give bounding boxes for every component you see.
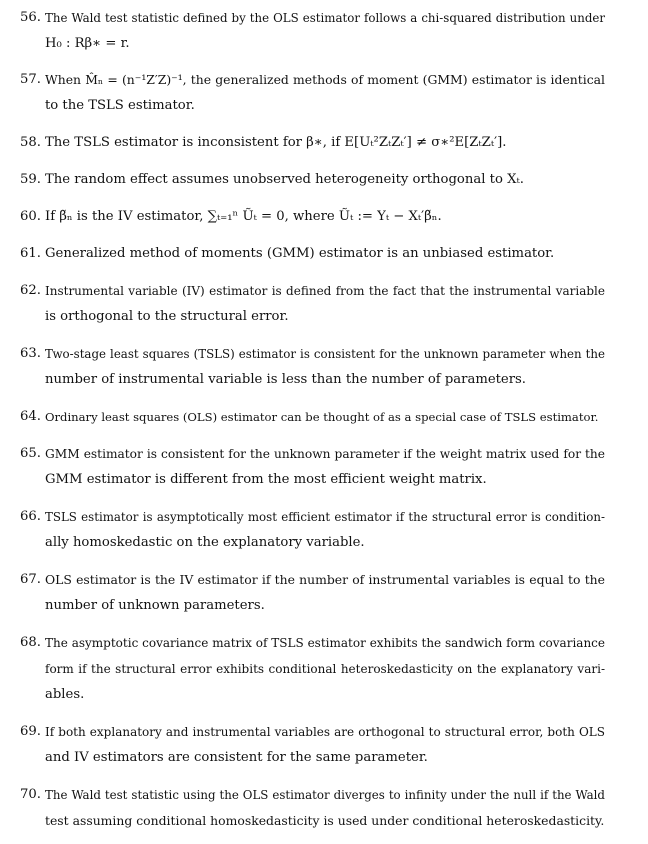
list-item-59 bbox=[20, 167, 605, 193]
item-text bbox=[45, 241, 605, 267]
list-item-66 bbox=[20, 504, 605, 556]
list-item-60 bbox=[20, 204, 605, 230]
item-line: GMM estimator is consistent for the unknown parameter if the weight matrix used for the bbox=[45, 447, 605, 461]
item-number: 61. bbox=[20, 246, 41, 261]
item-line: The Wald test statistic defined by the OLS estimator follows a chi-squared distribution under bbox=[45, 11, 605, 25]
item-number: 63. bbox=[20, 346, 41, 361]
item-number: 65. bbox=[20, 446, 41, 461]
item-line: GMM estimator is different from the most efficient weight matrix. bbox=[45, 472, 487, 487]
item-text bbox=[45, 204, 605, 230]
item-line: If both explanatory and instrumental variables are orthogonal to structural error, both OLS bbox=[45, 725, 605, 739]
item-text bbox=[45, 441, 605, 493]
item-text bbox=[45, 719, 605, 771]
list-item-57 bbox=[20, 67, 605, 119]
list-item-61 bbox=[20, 241, 605, 267]
item-line: H₀ : Rβ∗ = r. bbox=[45, 36, 130, 51]
item-line: The Wald test statistic using the OLS estimator diverges to infinity under the null if the Wald bbox=[45, 788, 605, 802]
item-number: 68. bbox=[20, 635, 41, 650]
item-text bbox=[45, 504, 605, 556]
list-item-65 bbox=[20, 441, 605, 493]
item-text bbox=[45, 341, 605, 393]
item-number: 64. bbox=[20, 409, 41, 424]
item-text bbox=[45, 130, 605, 156]
list-item-67 bbox=[20, 567, 605, 619]
item-number: 67. bbox=[20, 572, 41, 587]
item-line: ally homoskedastic on the explanatory variable. bbox=[45, 535, 365, 550]
item-line: and IV estimators are consistent for the same parameter. bbox=[45, 750, 428, 765]
item-number: 62. bbox=[20, 283, 41, 298]
item-text bbox=[45, 782, 605, 834]
item-number: 69. bbox=[20, 724, 41, 739]
item-line: test assuming conditional homoskedasticity is used under conditional heteroskedasticity. bbox=[45, 813, 605, 828]
item-line: If β̃ₙ is the IV estimator, ∑ₜ₌₁ⁿ Ũₜ = 0, where Ũₜ := Yₜ − Xₜ′β̃ₙ. bbox=[45, 209, 442, 224]
item-line: Two-stage least squares (TSLS) estimator is consistent for the unknown parameter when the bbox=[45, 347, 605, 361]
item-line: form if the structural error exhibits conditional heteroskedasticity on the explanatory vari- bbox=[45, 662, 605, 676]
item-line: OLS estimator is the IV estimator if the number of instrumental variables is equal to the bbox=[45, 572, 605, 587]
item-text bbox=[45, 630, 605, 708]
list-item-68 bbox=[20, 630, 605, 708]
item-number: 56. bbox=[20, 10, 41, 25]
item-number: 66. bbox=[20, 509, 41, 524]
list-item-69 bbox=[20, 719, 605, 771]
item-line: Generalized method of moments (GMM) estimator is an unbiased estimator. bbox=[45, 246, 555, 261]
item-line: TSLS estimator is asymptotically most efficient estimator if the structural error is condition- bbox=[45, 510, 605, 524]
item-text bbox=[45, 404, 605, 430]
item-text bbox=[45, 278, 605, 330]
item-number: 58. bbox=[20, 135, 41, 150]
item-line: Ordinary least squares (OLS) estimator can be thought of as a special case of TSLS estimator. bbox=[45, 410, 599, 424]
item-line: The asymptotic covariance matrix of TSLS estimator exhibits the sandwich form covariance bbox=[45, 636, 605, 650]
item-line: The random effect assumes unobserved heterogeneity orthogonal to Xₜ. bbox=[45, 172, 524, 187]
list-item-62 bbox=[20, 278, 605, 330]
list-item-64 bbox=[20, 404, 605, 430]
item-text bbox=[45, 167, 605, 193]
item-text bbox=[45, 567, 605, 619]
item-line: ables. bbox=[45, 687, 85, 702]
item-line: Instrumental variable (IV) estimator is defined from the fact that the instrumental variable bbox=[45, 284, 605, 298]
item-text bbox=[45, 5, 605, 57]
item-line: to the TSLS estimator. bbox=[45, 98, 195, 113]
list-item-58 bbox=[20, 130, 605, 156]
list-item-63 bbox=[20, 341, 605, 393]
item-number: 59. bbox=[20, 172, 41, 187]
list-item-70 bbox=[20, 782, 605, 834]
item-number: 57. bbox=[20, 72, 41, 87]
item-number: 60. bbox=[20, 209, 41, 224]
item-line: number of instrumental variable is less than the number of parameters. bbox=[45, 372, 526, 387]
item-line: The TSLS estimator is inconsistent for β∗, if E[Uₜ²ZₜZₜ′] ≠ σ∗²E[ZₜZₜ′]. bbox=[45, 135, 507, 150]
item-line: number of unknown parameters. bbox=[45, 598, 265, 613]
item-line: is orthogonal to the structural error. bbox=[45, 309, 289, 324]
item-text bbox=[45, 67, 605, 119]
item-number: 70. bbox=[20, 787, 41, 802]
item-line: When M̂ₙ = (n⁻¹Z′Z)⁻¹, the generalized methods of moment (GMM) estimator is identical bbox=[45, 72, 605, 87]
list-item-56 bbox=[20, 5, 605, 57]
